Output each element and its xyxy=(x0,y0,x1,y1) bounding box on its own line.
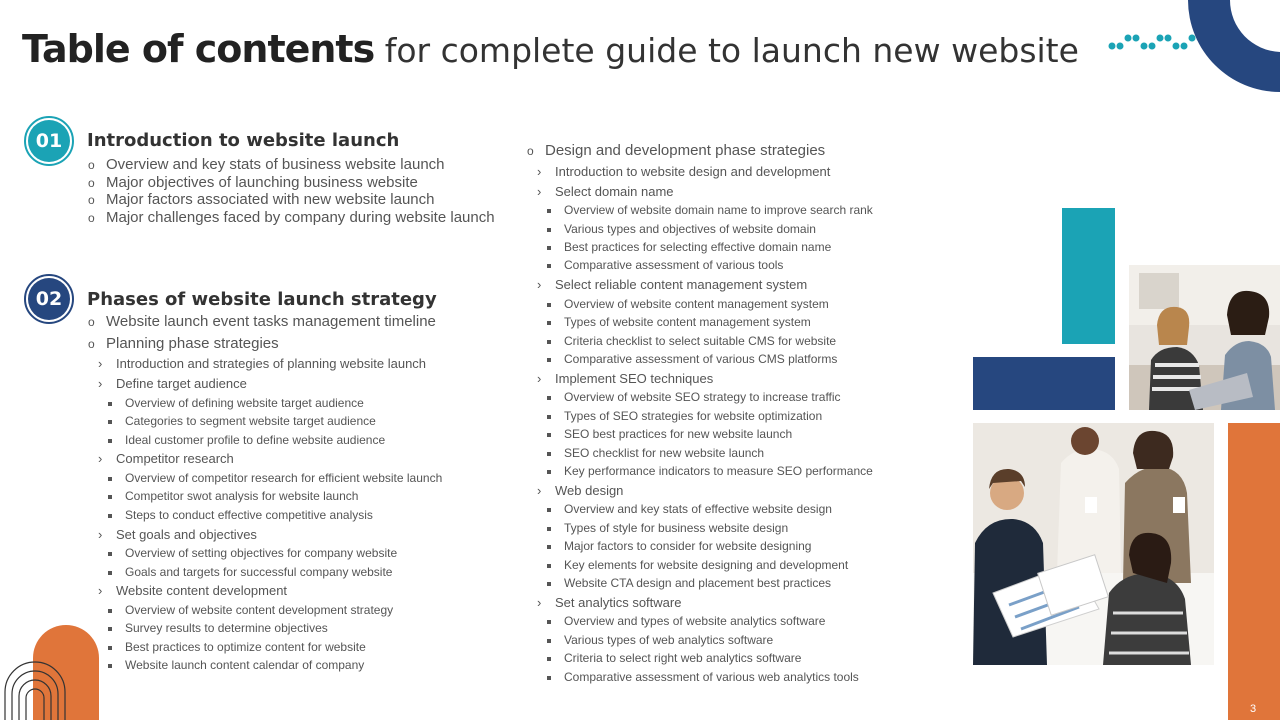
meeting-photo-small xyxy=(1129,265,1280,410)
list-item: Types of website content management system xyxy=(564,315,811,329)
list-item: › Web design xyxy=(555,483,623,498)
list-item: o Planning phase strategies xyxy=(106,335,279,352)
list-item: Comparative assessment of various CMS platforms xyxy=(564,352,838,366)
section-title-02: Phases of website launch strategy xyxy=(87,289,437,310)
list-item: Comparative assessment of various web analytics tools xyxy=(564,670,859,684)
list-item: Major factors to consider for website designing xyxy=(564,539,812,553)
list-item: Overview of defining website target audience xyxy=(125,396,364,410)
team-photo-large xyxy=(973,423,1214,665)
list-item: Best practices to optimize content for website xyxy=(125,640,366,654)
title-bold: Table of contents xyxy=(22,27,375,71)
page-title xyxy=(22,24,1079,75)
list-item: Overview of website content development strategy xyxy=(125,603,394,617)
list-item: › Select reliable content management system xyxy=(555,277,807,292)
list-item: Overview and key stats of effective website design xyxy=(564,502,832,516)
list-item: Overview of website content management system xyxy=(564,297,829,311)
list-item: Criteria to select right web analytics software xyxy=(564,651,802,665)
list-item: Criteria checklist to select suitable CMS for website xyxy=(564,334,837,348)
section-title-01: Introduction to website launch xyxy=(87,130,400,151)
list-item: › Define target audience xyxy=(116,376,247,391)
list-item: › Set analytics software xyxy=(555,595,681,610)
list-item: o Major objectives of launching business website xyxy=(106,174,418,191)
arc-lines-decoration xyxy=(0,656,70,720)
navy-bar xyxy=(973,357,1115,410)
list-item: › Introduction and strategies of planning website launch xyxy=(116,356,426,371)
badge-number: 01 xyxy=(28,120,70,162)
ring-shape xyxy=(1188,0,1280,92)
page-number: 3 xyxy=(1250,703,1257,715)
list-item: o Overview and key stats of business website launch xyxy=(106,156,445,173)
list-item: › Set goals and objectives xyxy=(116,527,257,542)
list-item: Website CTA design and placement best practices xyxy=(564,576,832,590)
list-item: Overview of competitor research for efficient website launch xyxy=(125,471,443,485)
list-item: › Website content development xyxy=(116,583,287,598)
list-item: Survey results to determine objectives xyxy=(125,621,328,635)
list-item: Key performance indicators to measure SEO performance xyxy=(564,464,873,478)
badge-number: 02 xyxy=(28,278,70,320)
list-item: SEO best practices for new website launch xyxy=(564,427,793,441)
list-item: o Design and development phase strategies xyxy=(545,142,825,159)
top-decoration xyxy=(1100,0,1280,95)
list-item: Website launch content calendar of company xyxy=(125,658,365,672)
list-item: Ideal customer profile to define website audience xyxy=(125,433,386,447)
list-item: SEO checklist for new website launch xyxy=(564,446,765,460)
list-item: Various types and objectives of website domain xyxy=(564,222,816,236)
section-badge-01 xyxy=(24,116,74,166)
list-item: Types of SEO strategies for website optimization xyxy=(564,409,823,423)
list-item: o Website launch event tasks management timeline xyxy=(106,313,436,330)
list-item: Overview and types of website analytics software xyxy=(564,614,826,628)
list-item: › Select domain name xyxy=(555,184,674,199)
list-item: › Competitor research xyxy=(116,451,234,466)
orange-bar xyxy=(1228,423,1280,720)
list-item: Goals and targets for successful company website xyxy=(125,565,393,579)
list-item: Steps to conduct effective competitive analysis xyxy=(125,508,373,522)
list-item: Overview of website domain name to improve search rank xyxy=(564,203,873,217)
list-item: o Major challenges faced by company during website launch xyxy=(106,209,495,226)
list-item: Overview of setting objectives for company website xyxy=(125,546,398,560)
title-rest: for complete guide to launch new website xyxy=(374,31,1079,70)
list-item: Competitor swot analysis for website launch xyxy=(125,489,359,503)
list-item: o Major factors associated with new website launch xyxy=(106,191,435,208)
list-item: › Implement SEO techniques xyxy=(555,371,713,386)
list-item: › Introduction to website design and development xyxy=(555,164,830,179)
list-item: Types of style for business website design xyxy=(564,521,789,535)
list-item: Overview of website SEO strategy to increase traffic xyxy=(564,390,841,404)
list-item: Categories to segment website target audience xyxy=(125,414,376,428)
list-item: Comparative assessment of various tools xyxy=(564,258,784,272)
list-item: Various types of web analytics software xyxy=(564,633,774,647)
teal-bar xyxy=(1062,208,1115,344)
section-badge-02 xyxy=(24,274,74,324)
list-item: Best practices for selecting effective domain name xyxy=(564,240,832,254)
list-item: Key elements for website designing and development xyxy=(564,558,849,572)
